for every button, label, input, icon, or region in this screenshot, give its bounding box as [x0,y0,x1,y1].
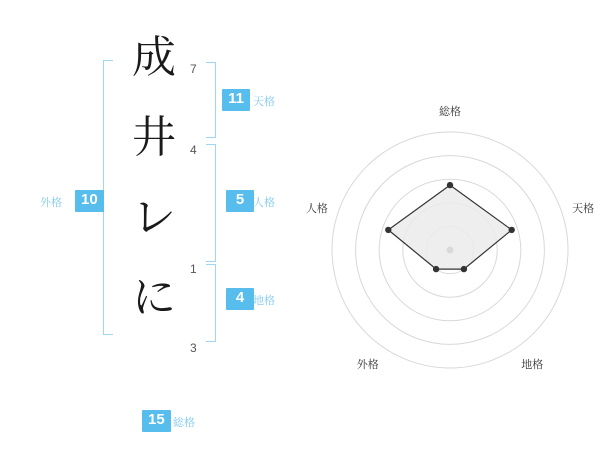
score-label-soukaku: 総格 [173,417,195,429]
kanji-char-3: レ [132,192,176,243]
kanji-char-2: 井 [132,112,176,163]
score-label-tenkaku: 天格 [253,96,275,108]
stroke-count-1: 7 [190,62,197,76]
score-label-gaikaku: 外格 [40,197,62,209]
score-label-chikaku: 地格 [253,295,275,307]
gaikaku-bracket [103,60,113,335]
kanji-char-4: に [132,272,176,323]
tenkaku-bracket [206,62,216,138]
chikaku-bracket [206,264,216,342]
score-badge-soukaku: 15 [142,410,171,432]
radar-series-polygon [388,185,511,269]
radar-axis-label-soukaku: 総格 [439,106,461,118]
score-badge-gaikaku: 10 [75,190,104,212]
jinkaku-bracket [206,144,216,262]
score-badge-tenkaku: 11 [222,89,250,111]
score-label-jinkaku: 人格 [253,197,275,209]
radar-axis-label-gaikaku: 外格 [356,359,379,372]
stroke-count-4: 3 [190,341,197,355]
score-badge-chikaku: 4 [226,288,254,310]
radar-axis-label-jinkaku: 人格 [305,202,328,215]
score-badge-jinkaku: 5 [226,190,254,212]
radar-chart-svg [310,110,590,390]
radar-chart [305,106,595,390]
radar-axis-label-tenkaku: 天格 [572,202,595,215]
kanji-char-1: 成 [132,32,176,83]
radar-axis-label-chikaku: 地格 [521,359,544,372]
stroke-count-3: 1 [190,262,197,276]
radar-center-dot [447,247,454,254]
stroke-count-2: 4 [190,143,197,157]
